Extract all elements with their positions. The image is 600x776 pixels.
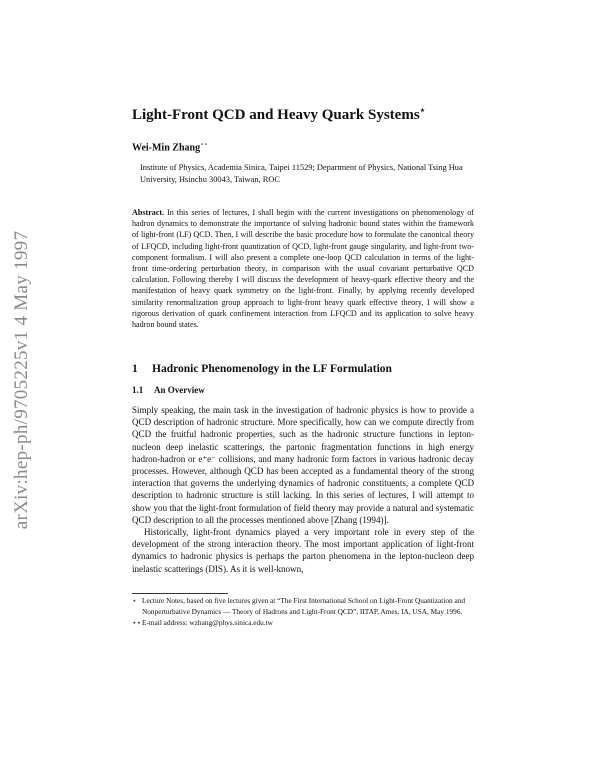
footnote	[132, 618, 474, 629]
footnotes	[132, 596, 474, 628]
section-number: 1	[132, 363, 138, 375]
subsection-heading	[132, 385, 205, 395]
author-line	[132, 141, 208, 153]
affiliation: Institute of Physics, Academia Sinica, Taipei 11529; Department of Physics, National Tsing Hua University, Hsinchu 30043, Taiwan, ROC	[140, 163, 463, 185]
footnote-mark: ⋆⋆	[132, 617, 142, 627]
title-text: Light-Front QCD and Heavy Quark Systems	[132, 107, 420, 123]
abstract-text: In this series of lectures, I shall begin with the current investigations on phenomenology of hadron dynamics to demonstrate the importance of solving hadronic bound states within the framework of light-front (LF) QCD. Then, I will describe the basic procedure how to formulate the canonical theory of LFQCD, including light-front quantization of QCD, light-front gauge singularity, and light-front two-component formalism. I will also present a complete one-loop QCD calculation in terms of the light-front time-ordering perturbation theory, in comparison with the usual covariant perturbative QCD calculation. Following thereby I will discuss the development of heavy-quark effective theory and the manifestation of heavy quark symmetry on the light-front. Finally, by applying recently developed similarity renormalization group approach to light-front heavy quark effective theory, I will show a rigorous derivation of quark confinement interaction from LFQCD and its application to solve heavy hadron bound states.	[132, 208, 474, 330]
body-text	[132, 404, 474, 575]
section-heading	[132, 363, 392, 375]
abstract-label: Abstract.	[132, 208, 165, 217]
footnote	[132, 596, 474, 618]
footnote-text: E-mail address: wzhang@phys.sinica.edu.tw	[142, 617, 273, 627]
footnote-mark: ⋆	[132, 596, 137, 605]
footnote-text: Lecture Notes, based on five lectures given at “The First International School on Light-Front Quantization and Nonperturbative Dynamics — Theory of Hadrons and Light-Front QCD”, IITAP, Ames, IA, USA, May 1996.	[142, 596, 465, 616]
arxiv-identifier: arXiv:hep-ph/9705225v1 4 May 1997	[11, 230, 32, 530]
subsection-number: 1.1	[132, 385, 144, 395]
abstract	[132, 207, 474, 330]
author-name: Wei-Min Zhang	[132, 142, 201, 154]
paragraph-1: Simply speaking, the main task in the investigation of hadronic physics is how to provide a QCD description of hadronic structure. More specifically, how can we compute directly from QCD the fruitful hadronic properties, such as the hadronic structure functions in lepton-nucleon deep inelastic scatterings, the partonic fragmentation functions in high energy hadron-hadron or e⁺e⁻ collisions, and many hadronic form factors in various hadronic decay processes. However, although QCD has been accepted as a fundamental theory of the strong interaction that governs the underlying dynamics of hadronic constituents, a complete QCD description to hadronic structure is still lacking. In this series of lectures, I will attempt to show you that the light-front formulation of field theory may provide a natural and systematic QCD description to all the processes mentioned above [Zhang (1994)].	[132, 405, 474, 525]
author-footnote-mark: ⋆⋆	[200, 142, 208, 148]
paragraph-2: Historically, light-front dynamics played a very important role in every step of the development of the strong interaction theory. The most important application of light-front dynamics to hadronic physics is perhaps the parton phenomena in the lepton-nucleon deep inelastic scatterings (DIS). As it is well-known,	[132, 527, 474, 574]
title-footnote-mark: ⋆	[419, 105, 426, 115]
subsection-title: An Overview	[154, 385, 205, 395]
footnote-rule	[132, 593, 228, 594]
section-title: Hadronic Phenomenology in the LF Formulation	[152, 363, 392, 375]
arxiv-sidebar	[2, 180, 42, 580]
paper-title	[132, 105, 472, 124]
